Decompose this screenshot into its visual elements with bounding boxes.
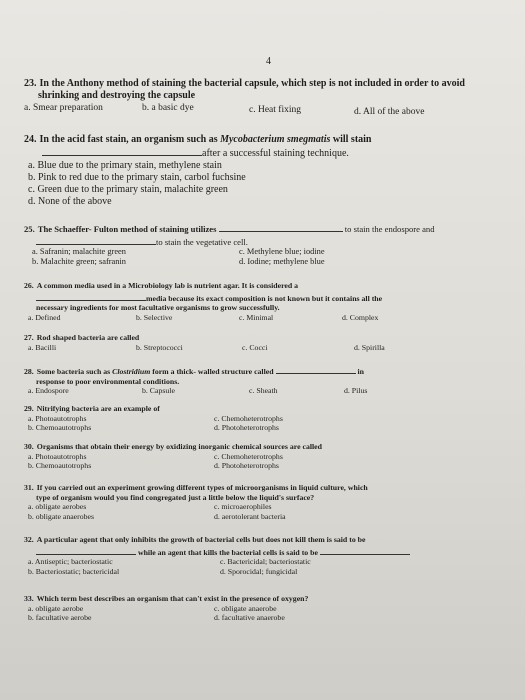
option-d: d. facultative anaerobe: [214, 613, 285, 622]
option-b: b. Malachite green; safranin: [32, 257, 126, 266]
question-31: [24, 483, 504, 522]
question-number: 31.: [24, 483, 34, 492]
option-a: a. Bacilli: [28, 342, 57, 352]
question-30: [24, 442, 504, 472]
option-a: a. Photoautotrophs: [28, 413, 87, 423]
question-text: media because its exact composition is not known but it contains all the: [146, 293, 383, 303]
question-text: response to poor environmental conditions.: [36, 376, 180, 386]
option-b: b. Streptococci: [136, 342, 183, 352]
option-d: d. Photoheterotrophs: [214, 423, 279, 432]
question-text: Rod shaped bacteria are called: [36, 333, 140, 342]
option-a: a. Safranin; malachite green: [32, 247, 126, 256]
question-number: 33.: [24, 594, 34, 603]
question-text: form a thick- walled structure called: [152, 367, 274, 376]
answer-blank: [36, 545, 136, 555]
question-25: [24, 222, 504, 269]
option-a: a. Defined: [28, 312, 61, 322]
option-c: c. Bactericidal; bacteriostatic: [220, 557, 311, 566]
question-text: necessary ingredients for most facultative organisms to grow successfully.: [36, 303, 280, 312]
option-a: a. Photoautotrophs: [28, 451, 87, 461]
option-c: c. Chemoheterotrophs: [214, 451, 283, 461]
answer-blank: [219, 222, 343, 232]
option-c: c. Heat fixing: [249, 105, 301, 115]
option-a: a. Antiseptic; bacteriostatic: [28, 557, 113, 566]
question-text: shrinking and destroying the capsule: [38, 90, 196, 101]
option-b: b. facultative aerobe: [28, 613, 92, 622]
question-number: 30.: [24, 442, 34, 451]
option-d: d. Pilus: [344, 386, 368, 395]
question-number: 25.: [24, 224, 35, 234]
option-d: d. Spirilla: [354, 342, 385, 352]
question-29: [24, 404, 504, 434]
option-b: b. Bacteriostatic; bactericidal: [28, 566, 120, 576]
option-b: b. Selective: [136, 312, 173, 322]
question-27: [24, 333, 504, 354]
option-c: c. Minimal: [239, 312, 274, 322]
question-number: 23.: [24, 78, 37, 89]
page-number: 4: [266, 56, 271, 67]
question-text: after a successful staining technique.: [202, 148, 349, 159]
answer-blank: [36, 291, 146, 301]
question-text: in: [357, 367, 364, 376]
option-c: c. microaerophiles: [214, 502, 272, 511]
question-28: [24, 364, 504, 397]
question-text: In the Anthony method of staining the bacterial capsule, which step is not included in order to avoid: [39, 78, 465, 89]
option-b: b. obligate anaerobes: [28, 511, 95, 521]
option-c: c. obligate anaerobe: [214, 603, 277, 613]
option-c: c. Methylene blue; iodine: [239, 247, 325, 256]
question-number: 27.: [24, 333, 34, 342]
option-a: a. Endospore: [28, 386, 69, 395]
organism-name: Clostridium: [112, 367, 151, 376]
question-text: Which term best describes an organism that can't exist in the presence of oxygen?: [36, 594, 309, 603]
question-text: type of organism would you find congregated just a little below the liquid's surface?: [36, 492, 315, 502]
question-text: In the acid fast stain, an organism such as: [39, 134, 218, 145]
answer-blank: [36, 235, 156, 245]
option-b: b. Chemoautotrophs: [28, 423, 92, 432]
option-d: d. None of the above: [28, 196, 112, 207]
option-c: c. Cocci: [242, 342, 268, 352]
question-33: [24, 594, 504, 624]
question-text: Some bacteria such as: [36, 367, 111, 376]
option-d: d. Iodine; methylene blue: [239, 257, 325, 266]
option-d: d. Sporocidal; fungicidal: [220, 566, 298, 576]
option-a: a. Smear preparation: [24, 103, 103, 113]
option-d: d. aerotolerant bacteria: [214, 511, 286, 521]
option-a: a. obligate aerobe: [28, 603, 84, 613]
option-b: b. a basic dye: [142, 103, 194, 113]
option-d: d. Complex: [342, 312, 379, 322]
question-text: A particular agent that only inhibits the growth of bacterial cells but does not kill them is said to be: [36, 535, 366, 544]
answer-blank: [320, 545, 410, 555]
question-text: to stain the vegetative cell.: [156, 236, 248, 247]
question-number: 29.: [24, 404, 34, 413]
option-c: c. Chemoheterotrophs: [214, 413, 283, 423]
organism-name: Mycobacterium smegmatis: [220, 134, 331, 145]
question-text: A common media used in a Microbiology lab is nutrient agar. It is considered a: [36, 281, 299, 290]
question-text: to stain the endospore and: [344, 224, 435, 234]
question-text: The Schaeffer- Fulton method of staining utilizes: [37, 224, 217, 234]
question-32: [24, 535, 504, 577]
option-d: d. All of the above: [354, 107, 425, 117]
option-a: a. obligate aerobes: [28, 502, 87, 511]
question-number: 24.: [24, 134, 37, 145]
question-number: 28.: [24, 367, 34, 376]
question-number: 32.: [24, 535, 34, 544]
question-text: Nitrifying bacteria are an example of: [36, 404, 160, 413]
option-c: c. Sheath: [249, 386, 278, 395]
question-number: 26.: [24, 281, 34, 290]
question-24: [24, 134, 504, 208]
option-a: a. Blue due to the primary stain, methylene stain: [28, 160, 222, 171]
question-23: [24, 78, 504, 116]
question-text: will stain: [332, 134, 372, 145]
question-text: while an agent that kills the bacterial cells is said to be: [137, 547, 318, 557]
question-text: Organisms that obtain their energy by oxidizing inorganic chemical sources are called: [36, 442, 322, 451]
option-b: b. Chemoautotrophs: [28, 461, 92, 470]
question-text: If you carried out an experiment growing different types of microorganisms in liquid culture, which: [36, 483, 368, 492]
question-26: [24, 281, 504, 324]
option-c: c. Green due to the primary stain, malachite green: [28, 184, 228, 195]
option-d: d. Photoheterotrophs: [214, 461, 279, 470]
option-b: b. Capsule: [142, 386, 175, 395]
answer-blank: [276, 364, 356, 374]
answer-blank: [42, 146, 202, 156]
option-b: b. Pink to red due to the primary stain, carbol fuchsine: [28, 172, 246, 183]
